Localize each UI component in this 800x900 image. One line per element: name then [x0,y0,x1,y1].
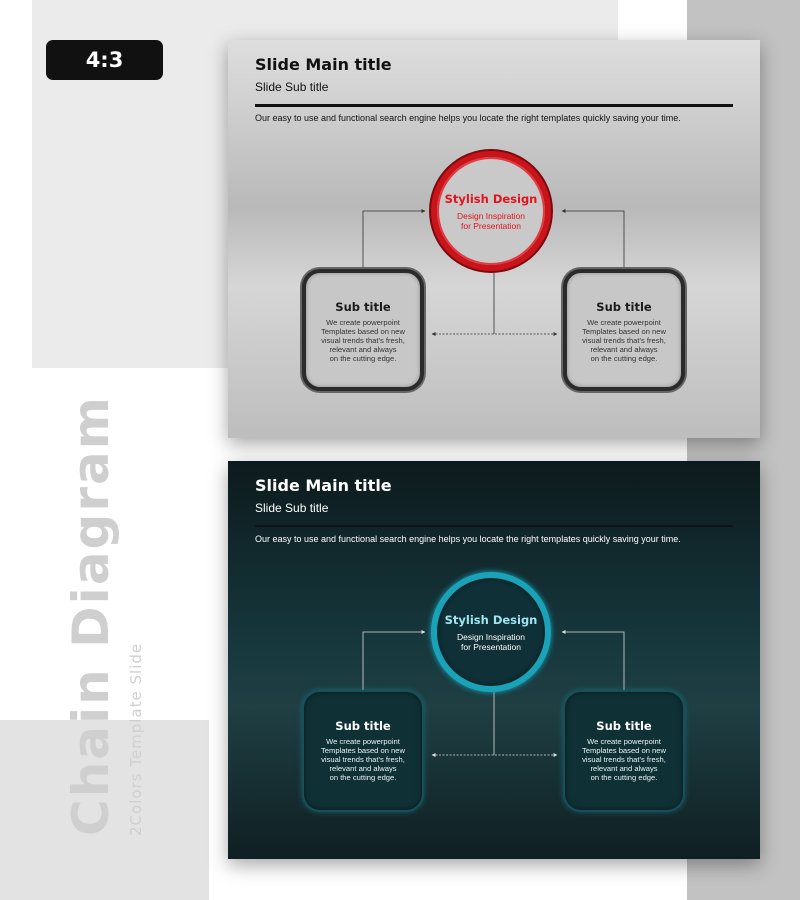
circle-line-2: for Presentation [460,220,521,231]
box-line: relevant and always [329,345,397,354]
box-line: We create powerpoint [587,318,661,327]
sub-box-left [302,690,424,812]
box-line: Templates based on new [320,327,405,336]
sub-box-right [563,690,685,812]
box-title: Sub title [335,300,391,314]
box-line: relevant and always [590,764,658,773]
slide-sub-title: Slide Sub title [255,80,329,94]
box-title: Sub title [596,719,652,733]
slide-gray [228,40,760,438]
side-subtitle: 2Colors Template Slide [127,642,145,836]
box-title: Sub title [335,719,391,733]
box-line: visual trends that's fresh, [582,755,666,764]
box-line: relevant and always [329,764,397,773]
box-line: visual trends that's fresh, [582,336,666,345]
slide-main-title: Slide Main title [255,476,392,495]
box-line: on the cutting edge. [329,354,397,363]
box-line: Templates based on new [320,746,405,755]
sub-box-right [563,269,685,391]
slide-main-title: Slide Main title [255,55,392,74]
box-line: visual trends that's fresh, [321,336,405,345]
box-line: visual trends that's fresh, [321,755,405,764]
slide-sub-title: Slide Sub title [255,501,329,515]
side-title-group [60,236,150,836]
connector-right-to-circle [562,211,624,269]
circle-title: Stylish Design [444,191,538,206]
box-line: relevant and always [590,345,658,354]
title-divider [255,104,733,107]
box-line: We create powerpoint [326,737,400,746]
box-line: We create powerpoint [587,737,661,746]
box-line: Templates based on new [581,327,666,336]
slide-body-text: Our easy to use and functional search engine helps you locate the right templates quickly saving your time. [255,113,681,123]
circle-line-1: Design Inspiration [456,631,526,642]
box-title: Sub title [596,300,652,314]
side-title: Chain Diagram [62,395,120,836]
title-divider [255,525,733,527]
center-circle [431,151,551,271]
circle-line-1: Design Inspiration [456,210,526,221]
box-line: on the cutting edge. [590,354,658,363]
box-line: on the cutting edge. [329,773,397,782]
sub-box-left [302,269,424,391]
circle-line-2: for Presentation [460,641,521,652]
slide-dark [228,461,760,859]
box-line: We create powerpoint [326,318,400,327]
aspect-ratio-badge: 4:3 [46,40,163,80]
connector-left-to-circle [363,632,425,690]
circle-title: Stylish Design [444,612,538,627]
connector-right-to-circle [562,632,624,690]
slide-body-text: Our easy to use and functional search engine helps you locate the right templates quickly saving your time. [255,534,681,544]
center-circle [431,572,551,692]
box-line: on the cutting edge. [590,773,658,782]
box-line: Templates based on new [581,746,666,755]
connector-left-to-circle [363,211,425,269]
